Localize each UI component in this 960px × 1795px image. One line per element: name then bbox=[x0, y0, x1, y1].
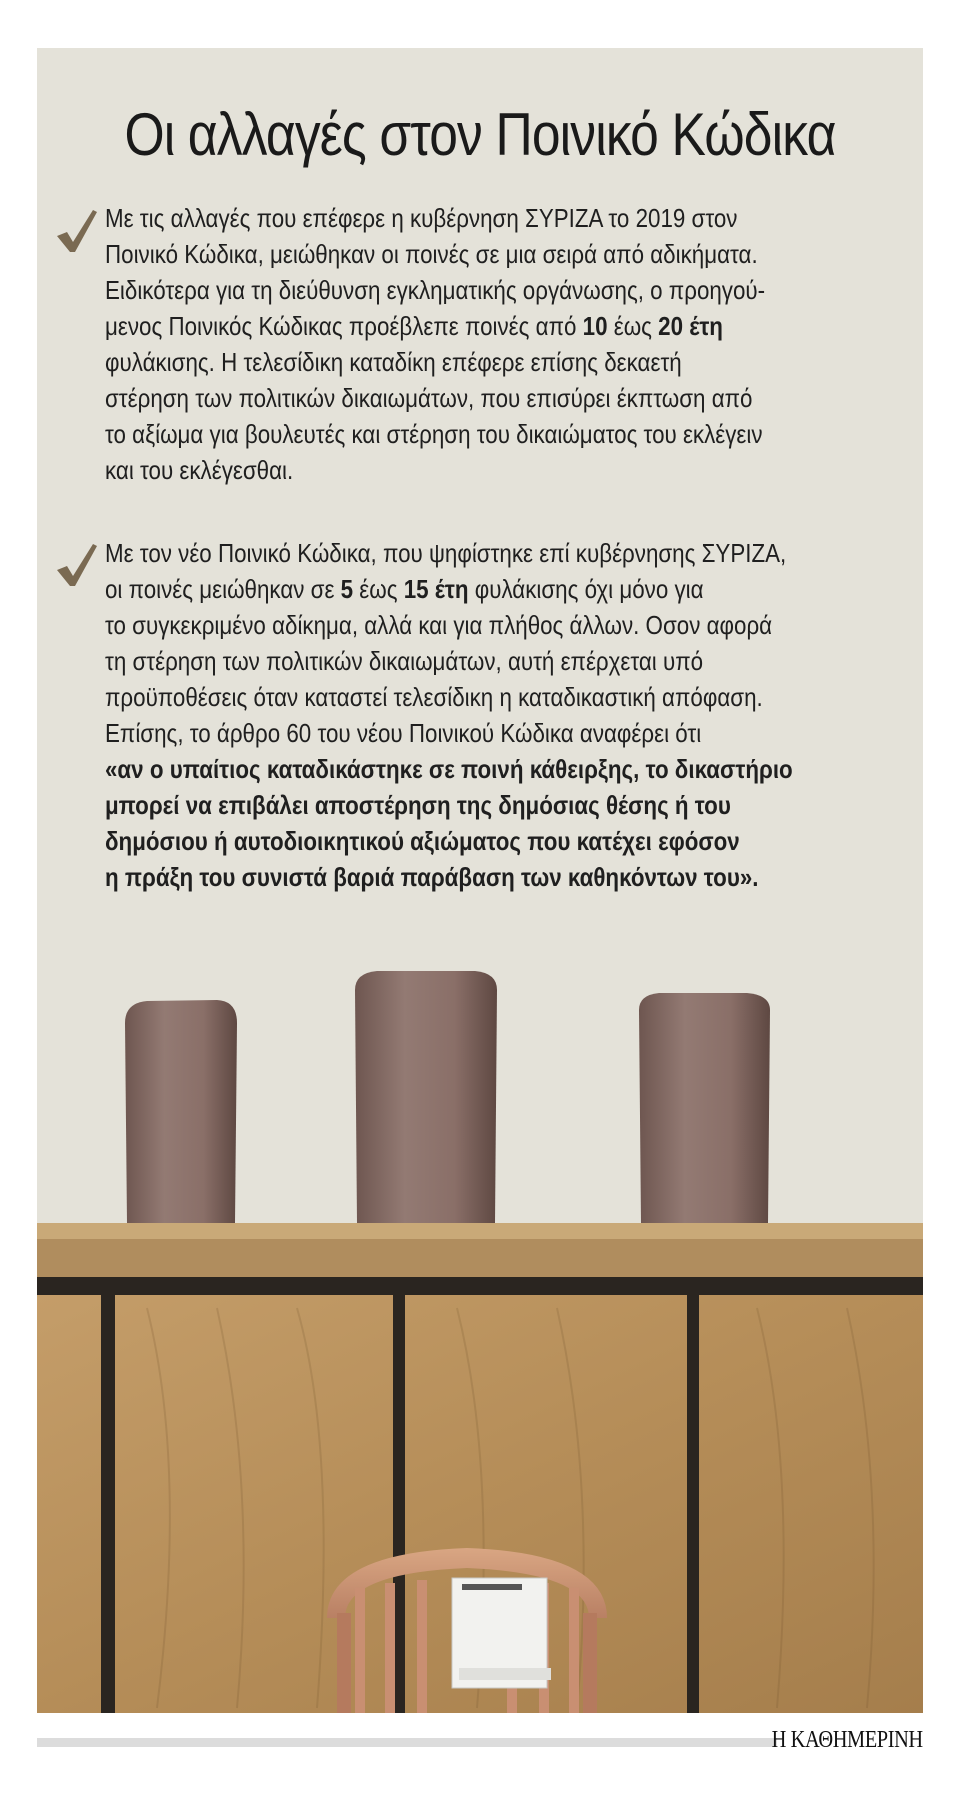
courtroom-illustration bbox=[37, 968, 923, 1713]
text-line bbox=[105, 308, 793, 344]
text-line: το αξίωμα για βουλευτές και στέρηση του δικαιώματος του εκλέγειν bbox=[105, 419, 763, 449]
paragraph-previous-code bbox=[105, 200, 905, 488]
quote-line: η πράξη του συνιστά βαριά παράβαση των καθηκόντων του». bbox=[105, 862, 759, 892]
text-line: στέρηση των πολιτικών δικαιωμάτων, που επισύρει έκπτωση από bbox=[105, 383, 753, 413]
text-line: και του εκλέγεσθαι. bbox=[105, 455, 294, 485]
text-line: Ποινικό Κώδικα, μειώθηκαν οι ποινές σε μια σειρά από αδικήματα. bbox=[105, 239, 758, 269]
text-line: τη στέρηση των πολιτικών δικαιωμάτων, αυτή επέρχεται υπό bbox=[105, 646, 704, 676]
footer-divider bbox=[37, 1738, 777, 1747]
text-fragment: έως bbox=[607, 311, 659, 341]
quote-line: δημόσιου ή αυτοδιοικητικού αξιώματος που κατέχει εφόσον bbox=[105, 826, 740, 856]
quote-line: μπορεί να επιβάλει αποστέρηση της δημόσιας θέσης ή του bbox=[105, 790, 731, 820]
checkmark-icon bbox=[55, 208, 99, 254]
quote-line: «αν ο υπαίτιος καταδικάστηκε σε ποινή κάθειρξης, το δικαστήριο bbox=[105, 754, 793, 784]
text-fragment: έως bbox=[353, 574, 404, 604]
text-fragment: φυλάκισης όχι μόνο για bbox=[468, 574, 704, 604]
publisher-logo: Η ΚΑΘΗΜΕΡΙΝΗ bbox=[771, 1727, 923, 1753]
penalty-max: 15 έτη bbox=[403, 574, 469, 604]
text-line: Ειδικότερα για τη διεύθυνση εγκληματικής οργάνωσης, ο προηγού- bbox=[105, 275, 766, 305]
text-line: το συγκεκριμένο αδίκημα, αλλά και για πλήθος άλλων. Οσον αφορά bbox=[105, 610, 773, 640]
text-fragment: μενος Ποινικός Κώδικας προέβλεπε ποινές από bbox=[105, 311, 583, 341]
checkmark-icon bbox=[55, 542, 99, 588]
penalty-min: 10 bbox=[582, 311, 608, 341]
infographic-panel bbox=[37, 48, 923, 1713]
paragraph-new-code bbox=[105, 535, 905, 895]
penalty-min: 5 bbox=[340, 574, 354, 604]
text-line: Με τον νέο Ποινικό Κώδικα, που ψηφίστηκε επί κυβέρνησης ΣΥΡΙΖΑ, bbox=[105, 538, 787, 568]
text-line: προϋποθέσεις όταν καταστεί τελεσίδικη η καταδικαστική απόφαση. bbox=[105, 682, 763, 712]
text-fragment: οι ποινές μειώθηκαν σε bbox=[105, 574, 341, 604]
text-line: φυλάκισης. Η τελεσίδικη καταδίκη επέφερε επίσης δεκαετή bbox=[105, 347, 682, 377]
text-line bbox=[105, 787, 793, 823]
page-title: Οι αλλαγές στον Ποινικό Κώδικα bbox=[124, 101, 836, 168]
text-line bbox=[105, 571, 793, 607]
text-line bbox=[105, 751, 793, 787]
chair-left bbox=[125, 1000, 237, 1223]
text-line: Επίσης, το άρθρο 60 του νέου Ποινικού Κώδικα αναφέρει ότι bbox=[105, 718, 702, 748]
chair-center bbox=[355, 971, 497, 1223]
chair-right bbox=[639, 993, 770, 1223]
text-line bbox=[105, 823, 793, 859]
text-line: Με τις αλλαγές που επέφερε η κυβέρνηση ΣΥΡΙΖΑ το 2019 στον bbox=[105, 203, 738, 233]
text-line bbox=[105, 859, 793, 895]
penalty-max: 20 έτη bbox=[658, 311, 723, 341]
